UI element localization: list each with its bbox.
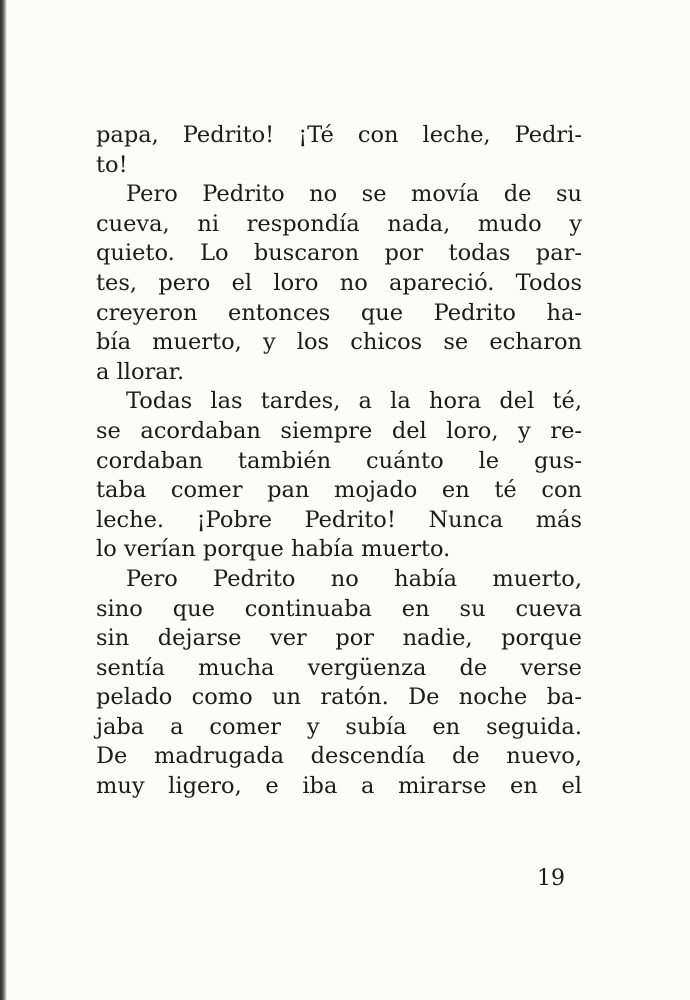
text-line: cueva, ni respondía nada, mudo y (96, 210, 582, 237)
page-binding-edge (0, 0, 7, 1000)
text-line: jaba a comer y subía en seguida. (96, 713, 582, 740)
text-line: Todas las tardes, a la hora del té, (126, 388, 582, 415)
text-line: quieto. Lo buscaron por todas par- (96, 240, 582, 267)
text-line: papa, Pedrito! ¡Té con leche, Pedri- (96, 122, 582, 148)
text-line: bía muerto, y los chicos se echaron (96, 329, 582, 356)
text-line: creyeron entonces que Pedrito ha- (96, 299, 582, 326)
text-line: sentía mucha vergüenza de verse (96, 654, 582, 681)
text-line: lo verían porque había muerto. (96, 536, 451, 563)
text-line: sin dejarse ver por nadie, porque (96, 625, 582, 652)
text-line: sino que continuaba en su cueva (96, 595, 582, 622)
page-number: 19 (537, 866, 565, 891)
text-line: a llorar. (96, 358, 185, 385)
text-line: De madrugada descendía de nuevo, (96, 743, 582, 770)
text-line: se acordaban siempre del loro, y re- (96, 417, 582, 444)
text-line: pelado como un ratón. De noche ba- (96, 684, 582, 711)
text-line: leche. ¡Pobre Pedrito! Nunca más (96, 506, 582, 533)
text-line: Pero Pedrito no había muerto, (126, 565, 582, 592)
text-line: taba comer pan mojado en té con (96, 477, 582, 504)
text-line: cordaban también cuánto le gus- (96, 447, 582, 474)
text-line: tes, pero el loro no apareció. Todos (96, 269, 582, 296)
text-line: to! (96, 151, 128, 178)
body-text (96, 121, 582, 802)
text-line: muy ligero, e iba a mirarse en el (96, 773, 582, 800)
text-line: Pero Pedrito no se movía de su (126, 181, 582, 208)
